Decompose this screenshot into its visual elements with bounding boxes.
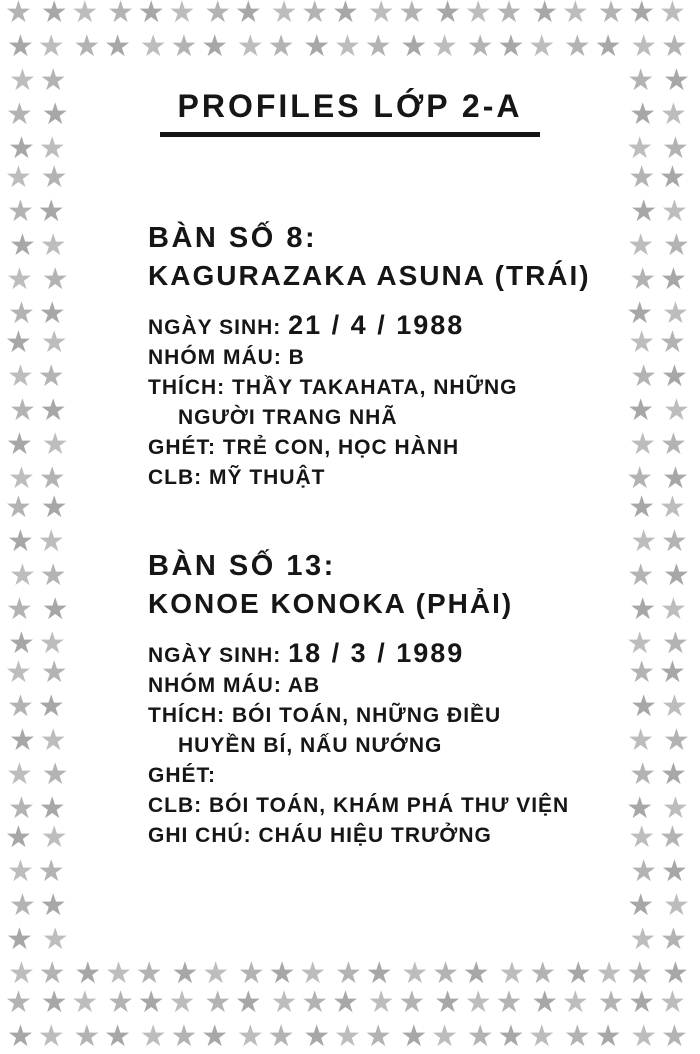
star-icon: ★ — [659, 820, 686, 855]
star-icon: ★ — [5, 655, 32, 690]
star-icon: ★ — [659, 325, 686, 360]
profile-fields — [148, 310, 620, 493]
star-icon: ★ — [41, 427, 69, 462]
star-icon: ★ — [38, 956, 66, 991]
star-icon: ★ — [431, 29, 458, 64]
star-icon: ★ — [9, 723, 36, 758]
field-row-likes — [148, 373, 620, 403]
star-icon: ★ — [434, 0, 461, 30]
field-row-dislikes — [148, 761, 620, 791]
star-icon: ★ — [661, 29, 688, 64]
star-icon: ★ — [561, 0, 589, 30]
star-icon: ★ — [170, 1019, 198, 1054]
star-icon: ★ — [661, 854, 688, 889]
star-icon: ★ — [563, 1019, 591, 1054]
star-icon: ★ — [204, 985, 232, 1020]
star-icon: ★ — [597, 0, 625, 30]
star-icon: ★ — [7, 194, 34, 229]
field-label: THÍCH: — [148, 704, 226, 727]
star-icon: ★ — [39, 723, 67, 758]
star-icon: ★ — [8, 296, 35, 331]
star-icon: ★ — [334, 29, 361, 64]
star-icon: ★ — [39, 393, 67, 428]
field-label: THÍCH: — [148, 376, 226, 399]
star-icon: ★ — [170, 29, 198, 64]
star-icon: ★ — [332, 985, 359, 1020]
star-icon: ★ — [663, 393, 690, 428]
star-icon: ★ — [201, 1019, 229, 1054]
star-icon: ★ — [629, 757, 657, 792]
star-icon: ★ — [41, 757, 69, 792]
star-icon: ★ — [662, 461, 689, 496]
star-icon: ★ — [171, 956, 199, 991]
star-icon: ★ — [334, 1019, 361, 1054]
star-icon: ★ — [139, 1019, 167, 1054]
star-icon: ★ — [104, 29, 131, 64]
star-icon: ★ — [630, 194, 658, 229]
star-icon: ★ — [37, 1019, 65, 1054]
star-icon: ★ — [7, 359, 34, 394]
field-row-blood-type — [148, 343, 620, 373]
star-icon: ★ — [660, 757, 687, 792]
star-icon: ★ — [303, 29, 331, 64]
star-icon: ★ — [40, 985, 68, 1020]
field-value: AB — [287, 674, 321, 697]
star-icon: ★ — [630, 1019, 658, 1054]
star-icon: ★ — [104, 1019, 131, 1054]
field-label: CLB: — [148, 794, 203, 817]
star-icon: ★ — [660, 922, 687, 957]
star-icon: ★ — [234, 0, 262, 30]
star-icon: ★ — [74, 956, 102, 991]
star-icon: ★ — [626, 461, 654, 496]
star-icon: ★ — [630, 359, 658, 394]
star-icon: ★ — [236, 1019, 264, 1054]
star-icon: ★ — [8, 461, 35, 496]
star-icon: ★ — [630, 854, 658, 889]
field-label: NGÀY SINH: — [148, 316, 282, 339]
star-icon: ★ — [630, 524, 658, 559]
field-label: GHÉT: — [148, 764, 216, 787]
star-icon: ★ — [629, 592, 657, 627]
field-row-blood-type — [148, 671, 620, 701]
field-value: BÓI TOÁN, NHỮNG ĐIỀU — [232, 704, 502, 727]
field-value: CHÁU HIỆU TRƯỞNG — [258, 824, 492, 847]
star-icon: ★ — [627, 888, 655, 923]
star-icon: ★ — [628, 655, 656, 690]
star-icon: ★ — [529, 956, 557, 991]
star-icon: ★ — [107, 0, 134, 30]
star-icon: ★ — [400, 1019, 428, 1054]
star-icon: ★ — [9, 888, 36, 923]
star-icon: ★ — [73, 29, 101, 64]
star-icon: ★ — [5, 0, 32, 30]
field-row-note — [148, 821, 620, 851]
field-row-birthday — [148, 638, 620, 671]
star-icon: ★ — [365, 956, 393, 991]
star-icon: ★ — [629, 922, 657, 957]
star-icon: ★ — [8, 791, 35, 826]
star-icon: ★ — [629, 262, 657, 297]
star-icon: ★ — [6, 922, 33, 957]
star-icon: ★ — [37, 524, 65, 559]
star-icon: ★ — [270, 0, 298, 30]
star-icon: ★ — [40, 820, 68, 855]
star-icon: ★ — [462, 956, 490, 991]
star-icon: ★ — [660, 592, 687, 627]
star-icon: ★ — [137, 0, 165, 30]
star-icon: ★ — [38, 131, 66, 166]
seat-number-heading: BÀN SỐ 8: — [148, 222, 318, 254]
field-value: 18 / 3 / 1989 — [288, 638, 465, 668]
star-icon: ★ — [9, 393, 36, 428]
star-icon: ★ — [626, 296, 654, 331]
star-icon: ★ — [466, 29, 494, 64]
star-icon: ★ — [41, 922, 69, 957]
star-icon: ★ — [37, 194, 65, 229]
star-icon: ★ — [105, 956, 132, 991]
star-icon: ★ — [41, 262, 69, 297]
star-icon: ★ — [495, 985, 523, 1020]
star-icon: ★ — [73, 1019, 101, 1054]
star-icon: ★ — [466, 1019, 494, 1054]
field-row-birthday — [148, 310, 620, 343]
star-icon: ★ — [367, 0, 395, 30]
star-icon: ★ — [237, 956, 265, 991]
title-wrap — [0, 88, 700, 137]
star-icon: ★ — [38, 791, 66, 826]
star-icon: ★ — [40, 325, 68, 360]
star-icon: ★ — [398, 0, 426, 30]
field-label: NGÀY SINH: — [148, 644, 282, 667]
star-icon: ★ — [660, 262, 687, 297]
seat-side: (TRÁI) — [494, 260, 591, 291]
star-icon: ★ — [168, 985, 196, 1020]
field-label: GHÉT: — [148, 436, 216, 459]
star-icon: ★ — [299, 956, 327, 991]
star-icon: ★ — [597, 985, 625, 1020]
profile-section-seat-13 — [148, 548, 620, 851]
star-icon: ★ — [6, 262, 33, 297]
field-value: BÓI TOÁN, KHÁM PHÁ THƯ VIỆN — [209, 794, 570, 817]
star-icon: ★ — [5, 160, 32, 195]
star-icon: ★ — [497, 29, 525, 64]
field-value: THẦY TAKAHATA, NHỮNG — [232, 376, 518, 399]
character-name: KONOE KONOKA — [148, 588, 406, 619]
star-icon: ★ — [7, 1019, 34, 1054]
star-icon: ★ — [202, 956, 230, 991]
star-icon: ★ — [37, 29, 65, 64]
field-row-club — [148, 463, 620, 493]
star-icon: ★ — [627, 393, 655, 428]
field-label: GHI CHÚ: — [148, 824, 252, 847]
seat-side: (PHẢI) — [415, 588, 514, 619]
star-icon: ★ — [9, 558, 36, 593]
field-value: 21 / 4 / 1988 — [288, 310, 465, 340]
star-icon: ★ — [400, 29, 428, 64]
star-icon: ★ — [431, 1019, 458, 1054]
star-icon: ★ — [662, 296, 689, 331]
star-icon: ★ — [71, 0, 99, 30]
star-icon: ★ — [434, 985, 461, 1020]
star-icon: ★ — [464, 0, 492, 30]
star-icon: ★ — [9, 228, 36, 263]
star-icon: ★ — [628, 325, 656, 360]
star-icon: ★ — [40, 655, 68, 690]
star-icon: ★ — [663, 723, 690, 758]
star-icon: ★ — [497, 1019, 525, 1054]
star-icon: ★ — [628, 490, 656, 525]
star-icon: ★ — [8, 956, 35, 991]
star-icon: ★ — [37, 854, 65, 889]
star-icon: ★ — [662, 791, 689, 826]
star-icon: ★ — [5, 325, 32, 360]
star-icon: ★ — [663, 888, 690, 923]
star-icon: ★ — [234, 985, 262, 1020]
star-icon: ★ — [204, 0, 232, 30]
star-icon: ★ — [626, 131, 654, 166]
star-icon: ★ — [398, 985, 426, 1020]
star-icon: ★ — [268, 956, 296, 991]
star-icon: ★ — [39, 558, 67, 593]
star-icon: ★ — [662, 956, 689, 991]
star-icon: ★ — [5, 985, 32, 1020]
star-icon: ★ — [40, 490, 68, 525]
star-icon: ★ — [7, 854, 34, 889]
star-icon: ★ — [364, 1019, 392, 1054]
star-icon: ★ — [629, 97, 657, 132]
field-label: NHÓM MÁU: — [148, 346, 282, 369]
star-icon: ★ — [9, 63, 36, 98]
star-icon: ★ — [6, 427, 33, 462]
star-icon: ★ — [270, 985, 298, 1020]
star-icon: ★ — [663, 63, 690, 98]
star-icon: ★ — [659, 0, 686, 30]
star-icon: ★ — [6, 757, 33, 792]
star-icon: ★ — [563, 29, 591, 64]
star-icon: ★ — [332, 0, 359, 30]
star-icon: ★ — [531, 0, 559, 30]
star-icon: ★ — [662, 626, 689, 661]
star-icon: ★ — [564, 956, 592, 991]
star-icon: ★ — [495, 0, 523, 30]
field-row-likes — [148, 701, 620, 731]
field-label: CLB: — [148, 466, 203, 489]
star-icon: ★ — [661, 194, 688, 229]
field-value: TRẺ CON, HỌC HÀNH — [222, 436, 460, 459]
star-icon: ★ — [303, 1019, 331, 1054]
seat-number-heading: BÀN SỐ 13: — [148, 550, 336, 582]
star-icon: ★ — [528, 29, 556, 64]
star-icon: ★ — [561, 985, 589, 1020]
star-icon: ★ — [364, 29, 392, 64]
star-icon: ★ — [37, 689, 65, 724]
star-icon: ★ — [627, 63, 655, 98]
star-icon: ★ — [659, 160, 686, 195]
star-icon: ★ — [662, 131, 689, 166]
star-icon: ★ — [267, 29, 295, 64]
star-icon: ★ — [660, 97, 687, 132]
star-icon: ★ — [626, 956, 654, 991]
star-icon: ★ — [627, 723, 655, 758]
star-icon: ★ — [39, 888, 67, 923]
star-icon: ★ — [7, 29, 34, 64]
star-icon: ★ — [139, 29, 167, 64]
star-icon: ★ — [38, 626, 66, 661]
field-row-dislikes — [148, 433, 620, 463]
star-icon: ★ — [660, 427, 687, 462]
star-icon: ★ — [236, 29, 264, 64]
star-icon: ★ — [628, 820, 656, 855]
star-icon: ★ — [627, 558, 655, 593]
field-row-likes-continued — [148, 731, 620, 761]
star-icon: ★ — [659, 655, 686, 690]
star-icon: ★ — [626, 626, 654, 661]
star-icon: ★ — [630, 689, 658, 724]
star-icon: ★ — [38, 461, 66, 496]
star-icon: ★ — [629, 427, 657, 462]
star-icon: ★ — [432, 956, 459, 991]
star-icon: ★ — [37, 359, 65, 394]
star-icon: ★ — [401, 956, 429, 991]
star-icon: ★ — [6, 592, 33, 627]
star-icon: ★ — [659, 985, 686, 1020]
character-name-line — [148, 585, 620, 622]
star-icon: ★ — [267, 1019, 295, 1054]
star-icon: ★ — [464, 985, 492, 1020]
field-value: MỸ THUẬT — [209, 466, 326, 489]
field-value-continued: NGƯỜI TRANG NHÃ — [178, 406, 398, 429]
profile-section-seat-8 — [148, 220, 620, 493]
star-icon: ★ — [38, 296, 66, 331]
star-icon: ★ — [301, 985, 329, 1020]
star-icon: ★ — [335, 956, 362, 991]
star-icon: ★ — [8, 626, 35, 661]
star-icon: ★ — [661, 689, 688, 724]
star-icon: ★ — [7, 524, 34, 559]
star-icon: ★ — [628, 985, 656, 1020]
star-icon: ★ — [7, 689, 34, 724]
field-row-club — [148, 791, 620, 821]
star-icon: ★ — [168, 0, 196, 30]
star-icon: ★ — [107, 985, 134, 1020]
star-icon: ★ — [628, 160, 656, 195]
star-icon: ★ — [8, 131, 35, 166]
star-icon: ★ — [40, 160, 68, 195]
star-icon: ★ — [628, 0, 656, 30]
star-icon: ★ — [39, 63, 67, 98]
star-icon: ★ — [661, 1019, 688, 1054]
star-icon: ★ — [627, 228, 655, 263]
star-icon: ★ — [661, 359, 688, 394]
star-icon: ★ — [595, 956, 623, 991]
page-title: PROFILES LỚP 2-A — [160, 88, 541, 137]
character-name-line — [148, 257, 620, 294]
field-row-likes-continued — [148, 403, 620, 433]
star-icon: ★ — [41, 592, 69, 627]
star-icon: ★ — [201, 29, 229, 64]
star-icon: ★ — [135, 956, 163, 991]
star-icon: ★ — [626, 791, 654, 826]
star-icon: ★ — [659, 490, 686, 525]
star-icon: ★ — [39, 228, 67, 263]
star-icon: ★ — [5, 820, 32, 855]
star-icon: ★ — [498, 956, 526, 991]
star-icon: ★ — [594, 1019, 622, 1054]
star-icon: ★ — [40, 0, 68, 30]
field-label: NHÓM MÁU: — [148, 674, 282, 697]
star-icon: ★ — [663, 228, 690, 263]
star-icon: ★ — [71, 985, 99, 1020]
star-icon: ★ — [41, 97, 69, 132]
star-icon: ★ — [5, 490, 32, 525]
star-icon: ★ — [663, 558, 690, 593]
star-icon: ★ — [531, 985, 559, 1020]
profile-fields — [148, 638, 620, 851]
star-icon: ★ — [137, 985, 165, 1020]
star-icon: ★ — [630, 29, 658, 64]
character-name: KAGURAZAKA ASUNA — [148, 260, 485, 291]
star-icon: ★ — [661, 524, 688, 559]
star-icon: ★ — [594, 29, 622, 64]
field-value-continued: HUYỀN BÍ, NẤU NƯỚNG — [178, 734, 443, 757]
field-value: B — [288, 346, 305, 369]
star-icon: ★ — [6, 97, 33, 132]
star-icon: ★ — [528, 1019, 556, 1054]
star-icon: ★ — [367, 985, 395, 1020]
star-icon: ★ — [301, 0, 329, 30]
